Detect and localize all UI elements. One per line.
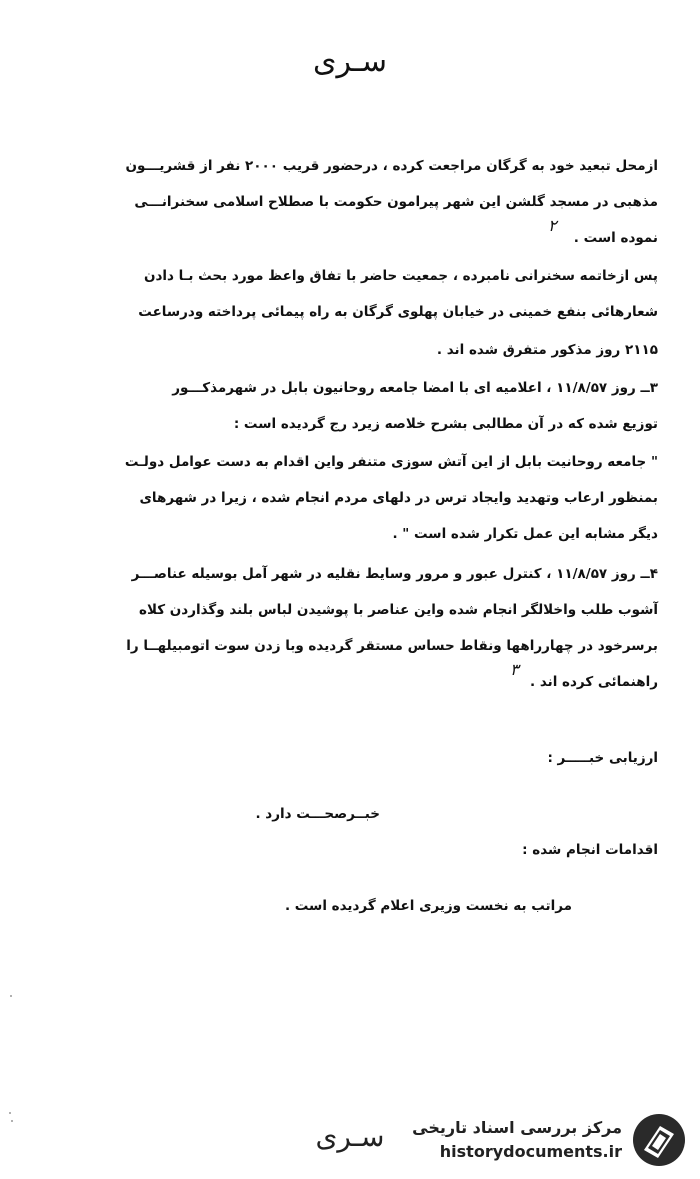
p4-line2: آشوب طلب واخلالگر انجام شده واین عناصر با پوشیدن لباس بلند وگذاردن کلاه <box>139 602 658 618</box>
watermark-text-en: historydocuments.ir <box>439 1142 622 1161</box>
scan-speck <box>9 1112 11 1114</box>
history-documents-logo-icon <box>630 1112 688 1168</box>
handwritten-footnote-mark: ۲ <box>548 216 557 235</box>
assessment-heading: ارزیابی خبـــــر : <box>547 750 658 766</box>
p4-line4: راهنمائی کرده اند . <box>530 674 658 690</box>
p4-line1: ۴ــ روز ۱۱/۸/۵۷ ، کنترل عبور و مرور وسایط نقلیه در شهر آمل بوسیله عناصـــر <box>131 566 658 582</box>
p2-line3: ۲۱۱۵ روز مذکور متفرق شده اند . <box>436 342 658 358</box>
footer-classification: سـری <box>315 1120 385 1153</box>
p3-line4: بمنظور ارعاب وتهدید وایجاد ترس در دلهای مردم انجام شده ، زیرا در شهرهای <box>139 490 658 506</box>
assessment-text: خبــرصحـــت دارد . <box>255 806 380 822</box>
handwritten-footnote-mark-2: ۳ <box>510 660 519 679</box>
watermark <box>412 1110 690 1170</box>
header-classification: سـری <box>313 44 387 79</box>
p1-line2: مذهبی در مسجد گلشن این شهر پیرامون حکومت با صطلاح اسلامی سخنرانـــی <box>134 194 658 210</box>
p3-line3: " جامعه روحانیت بابل از این آتش سوزی متنفر واین اقدام به دست عوامل دولـت <box>124 454 658 470</box>
p2-line1: پس ازخاتمه سخنرانی نامبرده ، جمعیت حاضر با تفاق واعظ مورد بحث بـا دادن <box>143 268 658 284</box>
scan-speck <box>10 995 12 997</box>
p3-line1: ۳ــ روز ۱۱/۸/۵۷ ، اعلامیه ای با امضا جامعه روحانیون بابل در شهرمذکـــور <box>172 380 658 396</box>
p2-line2: شعارهائی بنفع خمینی در خیابان پهلوی گرگان به راه پیمائی پرداخته ودرساعت <box>138 304 658 320</box>
p1-line3: نموده است . <box>573 230 658 246</box>
p3-line5: دیگر مشابه این عمل تکرار شده است " . <box>392 526 658 542</box>
actions-text: مراتب به نخست وزیری اعلام گردیده است . <box>284 898 572 914</box>
actions-heading: اقدامات انجام شده : <box>522 842 658 858</box>
p3-line2: توزیع شده که در آن مطالبی بشرح خلاصه زیرد رج گردیده است : <box>233 416 658 432</box>
watermark-text-fa: مرکز بررسی اسناد تاریخی <box>412 1118 622 1137</box>
p4-line3: برسرخود در چهارراهها ونقاط حساس مستقر گردیده وبا زدن سوت اتومبیلهــا را <box>126 638 658 654</box>
p1-line1: ازمحل تبعید خود به گرگان مراجعت کرده ، درحضور قریب ۲۰۰۰ نفر از قشریـــون <box>125 158 658 174</box>
